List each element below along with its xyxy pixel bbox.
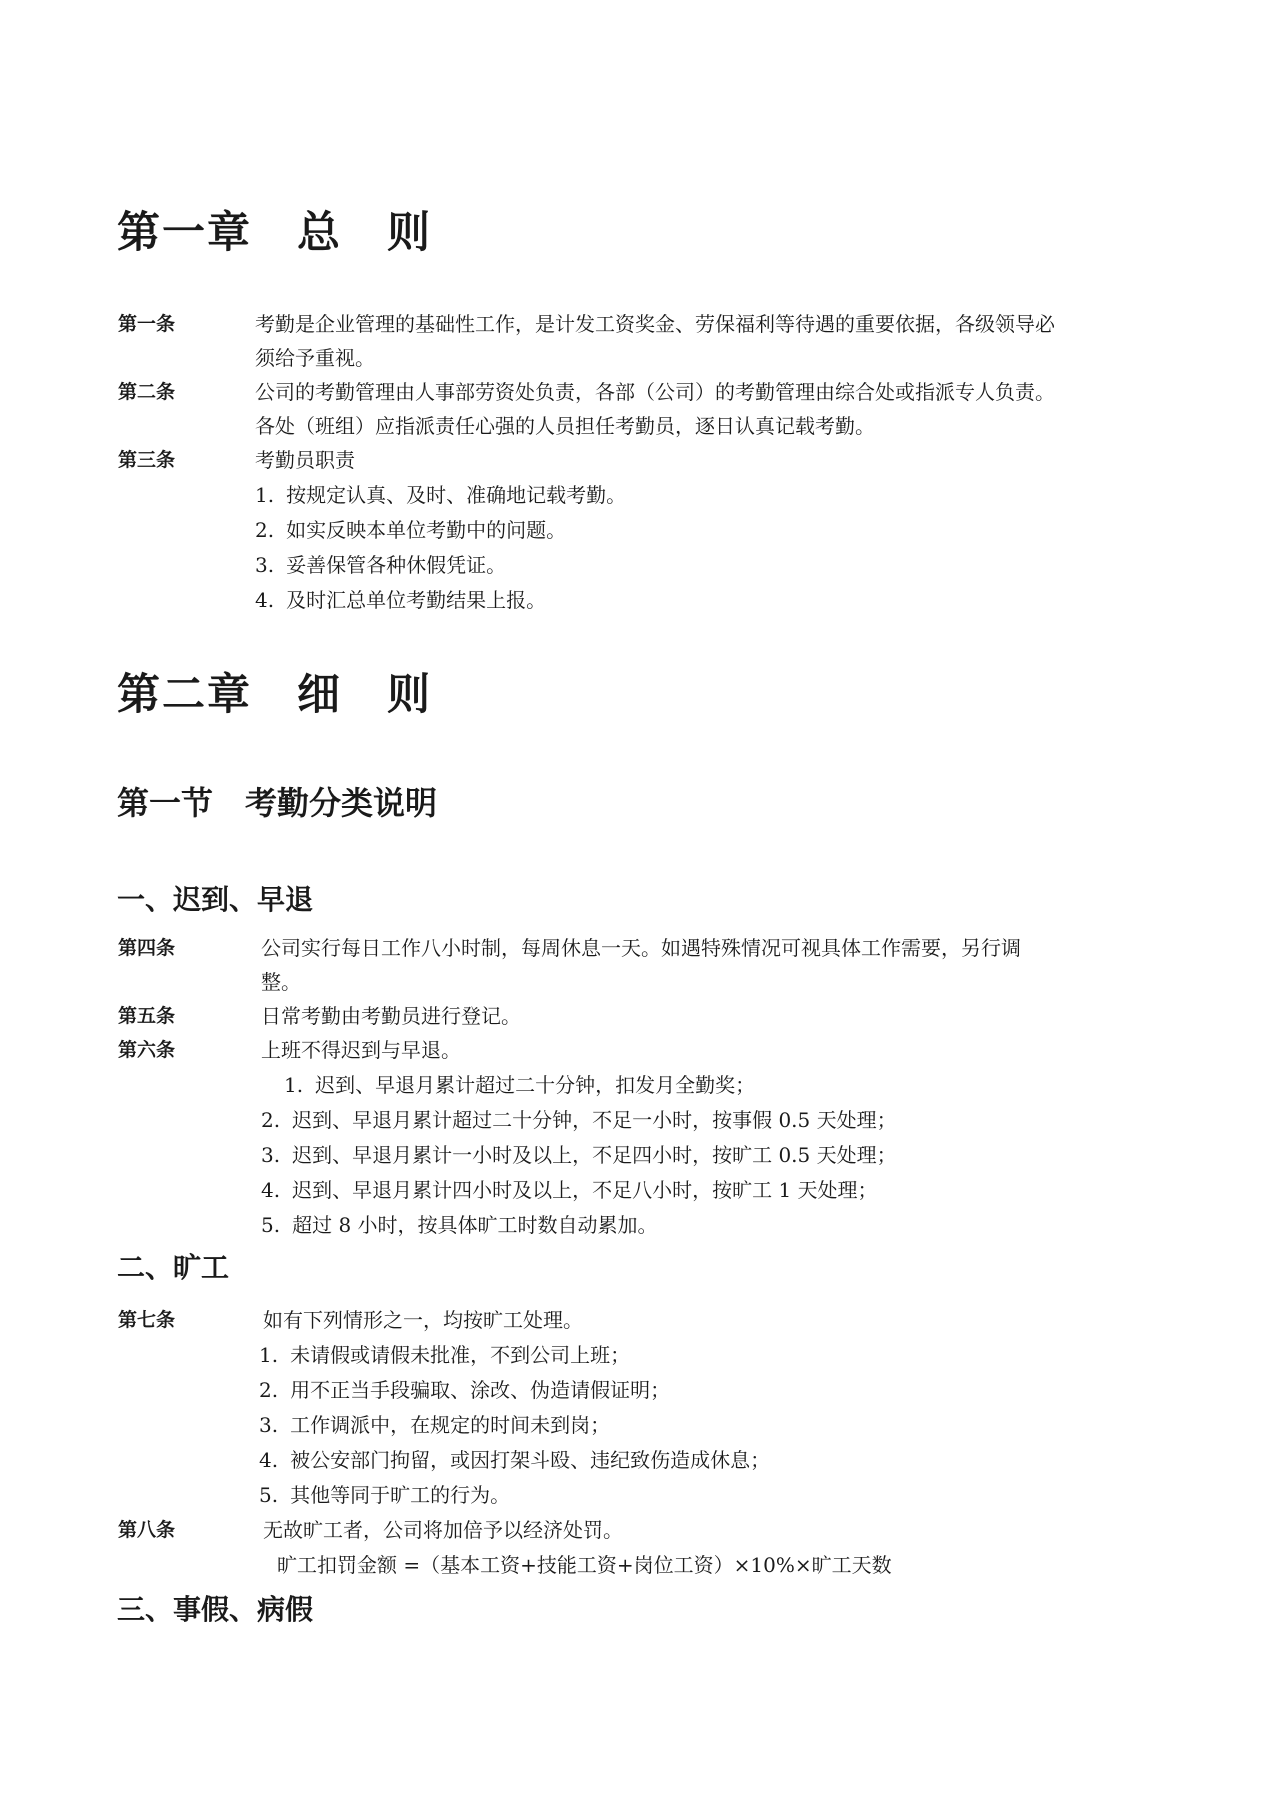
list-item bbox=[255, 485, 626, 505]
list-text: 按规定认真、及时、准确地记载考勤。 bbox=[286, 483, 627, 507]
article-2-label: 第二条 bbox=[118, 381, 176, 403]
list-item bbox=[259, 1450, 770, 1470]
list-item bbox=[261, 1145, 897, 1165]
list-number: 2. bbox=[255, 518, 275, 542]
article-5-label: 第五条 bbox=[118, 1005, 176, 1027]
list-number: 2. bbox=[259, 1378, 279, 1402]
list-number: 2. bbox=[261, 1108, 281, 1132]
list-text: 其他等同于旷工的行为。 bbox=[290, 1483, 511, 1507]
list-text: 迟到、早退月累计超过二十分钟，扣发月全勤奖； bbox=[315, 1073, 756, 1097]
article-8-text: 无故旷工者，公司将加倍予以经济处罚。 bbox=[263, 1518, 623, 1542]
list-item bbox=[261, 1180, 878, 1200]
part-2-title: 二、旷工 bbox=[117, 1251, 230, 1284]
section-1-title: 第一节 考勤分类说明 bbox=[117, 784, 438, 822]
article-4-line-1: 公司实行每日工作八小时制，每周休息一天。如遇特殊情况可视具体工作需要，另行调 bbox=[261, 936, 1021, 960]
article-6-label: 第六条 bbox=[118, 1039, 176, 1061]
article-7-intro: 如有下列情形之一，均按旷工处理。 bbox=[263, 1308, 583, 1332]
list-text: 迟到、早退月累计超过二十分钟，不足一小时，按事假 0.5 天处理； bbox=[292, 1108, 897, 1132]
list-number: 5. bbox=[261, 1213, 281, 1237]
part-1-title: 一、迟到、早退 bbox=[117, 883, 314, 916]
list-item bbox=[259, 1380, 670, 1400]
list-item bbox=[255, 590, 546, 610]
list-number: 3. bbox=[259, 1413, 279, 1437]
article-5-text: 日常考勤由考勤员进行登记。 bbox=[261, 1004, 521, 1028]
list-text: 迟到、早退月累计一小时及以上，不足四小时，按旷工 0.5 天处理； bbox=[292, 1143, 897, 1167]
chapter-2-title: 第二章 细 则 bbox=[117, 670, 432, 720]
article-2-line-1: 公司的考勤管理由人事部劳资处负责，各部（公司）的考勤管理由综合处或指派专人负责。 bbox=[255, 380, 1055, 404]
list-number: 3. bbox=[261, 1143, 281, 1167]
article-8-formula: 旷工扣罚金额 =（基本工资+技能工资+岗位工资）×10%×旷工天数 bbox=[277, 1553, 892, 1577]
list-number: 1. bbox=[255, 483, 275, 507]
chapter-1-title: 第一章 总 则 bbox=[117, 208, 432, 258]
list-number: 4. bbox=[261, 1178, 281, 1202]
list-text: 用不正当手段骗取、涂改、伪造请假证明； bbox=[290, 1378, 671, 1402]
list-text: 迟到、早退月累计四小时及以上，不足八小时，按旷工 1 天处理； bbox=[292, 1178, 878, 1202]
article-6-intro: 上班不得迟到与早退。 bbox=[261, 1038, 461, 1062]
list-number: 5. bbox=[259, 1483, 279, 1507]
article-4-label: 第四条 bbox=[118, 937, 176, 959]
list-item bbox=[259, 1345, 630, 1365]
article-1-label: 第一条 bbox=[118, 313, 176, 335]
list-text: 妥善保管各种休假凭证。 bbox=[286, 553, 507, 577]
list-text: 工作调派中，在规定的时间未到岗； bbox=[290, 1413, 611, 1437]
list-number: 4. bbox=[255, 588, 275, 612]
article-7-label: 第七条 bbox=[118, 1309, 176, 1331]
list-number: 4. bbox=[259, 1448, 279, 1472]
list-item bbox=[255, 555, 506, 575]
list-item bbox=[255, 520, 566, 540]
article-2-line-2: 各处（班组）应指派责任心强的人员担任考勤员，逐日认真记载考勤。 bbox=[255, 414, 875, 438]
list-item bbox=[259, 1485, 510, 1505]
list-number: 3. bbox=[255, 553, 275, 577]
list-number: 1. bbox=[284, 1073, 304, 1097]
list-text: 被公安部门拘留，或因打架斗殴、违纪致伤造成休息； bbox=[290, 1448, 771, 1472]
list-number: 1. bbox=[259, 1343, 279, 1367]
article-1-line-1: 考勤是企业管理的基础性工作，是计发工资奖金、劳保福利等待遇的重要依据，各级领导必 bbox=[255, 312, 1055, 336]
list-text: 如实反映本单位考勤中的问题。 bbox=[286, 518, 567, 542]
list-text: 未请假或请假未批准，不到公司上班； bbox=[290, 1343, 631, 1367]
list-text: 超过 8 小时，按具体旷工时数自动累加。 bbox=[292, 1213, 658, 1237]
list-item bbox=[284, 1075, 755, 1095]
part-3-title: 三、事假、病假 bbox=[117, 1593, 314, 1626]
list-item bbox=[261, 1215, 658, 1235]
article-3-intro: 考勤员职责 bbox=[255, 448, 355, 472]
list-item bbox=[261, 1110, 897, 1130]
list-item bbox=[259, 1415, 610, 1435]
article-1-line-2: 须给予重视。 bbox=[255, 346, 375, 370]
article-3-label: 第三条 bbox=[118, 449, 176, 471]
list-text: 及时汇总单位考勤结果上报。 bbox=[286, 588, 547, 612]
article-8-label: 第八条 bbox=[118, 1519, 176, 1541]
article-4-line-2: 整。 bbox=[261, 970, 301, 994]
